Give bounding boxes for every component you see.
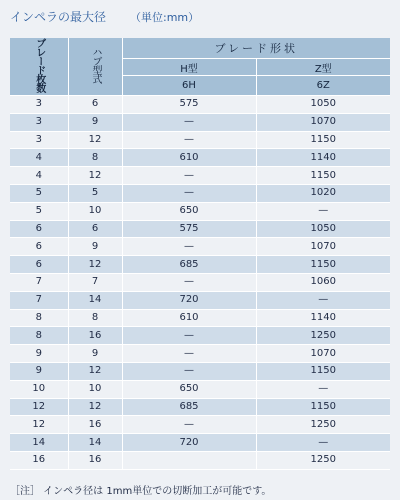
cell-type-z-diameter: — [256, 434, 390, 452]
cell-type-h-diameter: 650 [122, 380, 256, 398]
header-code-6h: 6H [122, 76, 256, 96]
cell-type-h-diameter: 685 [122, 398, 256, 416]
table-row [10, 416, 390, 434]
table-row [10, 113, 390, 131]
cell-blade-count: 4 [10, 167, 68, 185]
cell-type-h-diameter: — [122, 327, 256, 345]
cell-blade-count: 6 [10, 256, 68, 274]
cell-type-z-diameter: 1060 [256, 273, 390, 291]
title-text: インペラの最大径 [10, 10, 107, 24]
cell-blade-count: 3 [10, 113, 68, 131]
cell-type-h-diameter: 610 [122, 149, 256, 167]
cell-type-z-diameter: 1140 [256, 149, 390, 167]
cell-type-z-diameter: — [256, 202, 390, 220]
cell-hub-type: 12 [68, 131, 122, 149]
cell-blade-count: 9 [10, 362, 68, 380]
table-row [10, 238, 390, 256]
table-row [10, 327, 390, 345]
cell-type-z-diameter: 1140 [256, 309, 390, 327]
cell-hub-type: 9 [68, 238, 122, 256]
cell-hub-type: 16 [68, 451, 122, 469]
cell-hub-type: 12 [68, 167, 122, 185]
cell-blade-count: 14 [10, 434, 68, 452]
cell-blade-count: 4 [10, 149, 68, 167]
cell-type-z-diameter: 1070 [256, 345, 390, 363]
cell-hub-type: 12 [68, 398, 122, 416]
cell-hub-type: 10 [68, 202, 122, 220]
cell-hub-type: 5 [68, 184, 122, 202]
cell-blade-count: 10 [10, 380, 68, 398]
cell-blade-count: 12 [10, 416, 68, 434]
page-title [10, 8, 199, 25]
cell-blade-count: 16 [10, 451, 68, 469]
cell-hub-type: 16 [68, 327, 122, 345]
cell-blade-count: 9 [10, 345, 68, 363]
cell-type-h-diameter [122, 451, 256, 469]
cell-hub-type: 7 [68, 273, 122, 291]
header-blade-count [10, 38, 68, 96]
table-row [10, 362, 390, 380]
cell-hub-type: 16 [68, 416, 122, 434]
cell-blade-count: 6 [10, 238, 68, 256]
cell-type-z-diameter: 1050 [256, 220, 390, 238]
cell-blade-count: 3 [10, 96, 68, 114]
table-row [10, 167, 390, 185]
cell-type-h-diameter: — [122, 273, 256, 291]
table-row [10, 220, 390, 238]
cell-blade-count: 5 [10, 184, 68, 202]
cell-type-h-diameter: — [122, 184, 256, 202]
cell-hub-type: 8 [68, 149, 122, 167]
cell-blade-count: 5 [10, 202, 68, 220]
cell-type-z-diameter: 1150 [256, 167, 390, 185]
cell-blade-count: 8 [10, 327, 68, 345]
table-row [10, 434, 390, 452]
table-row [10, 184, 390, 202]
header-hub-type [68, 38, 122, 96]
cell-type-h-diameter: 685 [122, 256, 256, 274]
cell-type-z-diameter: 1070 [256, 238, 390, 256]
table-row [10, 256, 390, 274]
header-type-z: Z型 [256, 58, 390, 76]
footnote: ［注］ インペラ径は 1mm単位での切断加工が可能です。 [10, 486, 272, 497]
table-row [10, 291, 390, 309]
table-row [10, 380, 390, 398]
cell-type-h-diameter: — [122, 345, 256, 363]
table-row [10, 309, 390, 327]
table-row [10, 273, 390, 291]
cell-type-z-diameter: 1250 [256, 416, 390, 434]
cell-type-h-diameter: — [122, 416, 256, 434]
header-code-6z: 6Z [256, 76, 390, 96]
cell-type-z-diameter: 1070 [256, 113, 390, 131]
table-row [10, 149, 390, 167]
table-row [10, 345, 390, 363]
cell-blade-count: 12 [10, 398, 68, 416]
cell-type-z-diameter: — [256, 291, 390, 309]
cell-type-z-diameter: 1250 [256, 327, 390, 345]
table-row [10, 96, 390, 114]
cell-hub-type: 12 [68, 362, 122, 380]
cell-type-h-diameter: — [122, 131, 256, 149]
table-row [10, 398, 390, 416]
header-blade-count-label: ブレード枚数 [33, 38, 45, 92]
cell-type-z-diameter: 1020 [256, 184, 390, 202]
cell-type-h-diameter: 575 [122, 96, 256, 114]
cell-hub-type: 6 [68, 96, 122, 114]
cell-type-z-diameter: 1150 [256, 131, 390, 149]
table-row [10, 451, 390, 469]
unit-label: （単位:mm） [130, 11, 200, 24]
cell-type-h-diameter: 720 [122, 291, 256, 309]
header-hub-type-label: ハブ型式 [90, 47, 101, 83]
cell-blade-count: 6 [10, 220, 68, 238]
cell-blade-count: 8 [10, 309, 68, 327]
cell-type-z-diameter: 1050 [256, 96, 390, 114]
cell-hub-type: 10 [68, 380, 122, 398]
header-blade-shape: ブレード形状 [122, 38, 390, 58]
cell-hub-type: 14 [68, 434, 122, 452]
cell-type-z-diameter: — [256, 380, 390, 398]
cell-type-z-diameter: 1150 [256, 256, 390, 274]
cell-type-h-diameter: 720 [122, 434, 256, 452]
cell-type-z-diameter: 1150 [256, 362, 390, 380]
cell-type-z-diameter: 1250 [256, 451, 390, 469]
cell-type-h-diameter: 650 [122, 202, 256, 220]
table-row [10, 131, 390, 149]
header-type-h: H型 [122, 58, 256, 76]
cell-type-z-diameter: 1150 [256, 398, 390, 416]
cell-type-h-diameter: — [122, 167, 256, 185]
impeller-diameter-table [10, 38, 390, 470]
cell-hub-type: 8 [68, 309, 122, 327]
cell-hub-type: 6 [68, 220, 122, 238]
cell-blade-count: 7 [10, 291, 68, 309]
cell-hub-type: 9 [68, 345, 122, 363]
cell-blade-count: 7 [10, 273, 68, 291]
table-row [10, 202, 390, 220]
cell-hub-type: 9 [68, 113, 122, 131]
cell-hub-type: 12 [68, 256, 122, 274]
cell-type-h-diameter: 575 [122, 220, 256, 238]
cell-hub-type: 14 [68, 291, 122, 309]
cell-type-h-diameter: 610 [122, 309, 256, 327]
cell-type-h-diameter: — [122, 362, 256, 380]
cell-type-h-diameter: — [122, 238, 256, 256]
cell-type-h-diameter: — [122, 113, 256, 131]
cell-blade-count: 3 [10, 131, 68, 149]
